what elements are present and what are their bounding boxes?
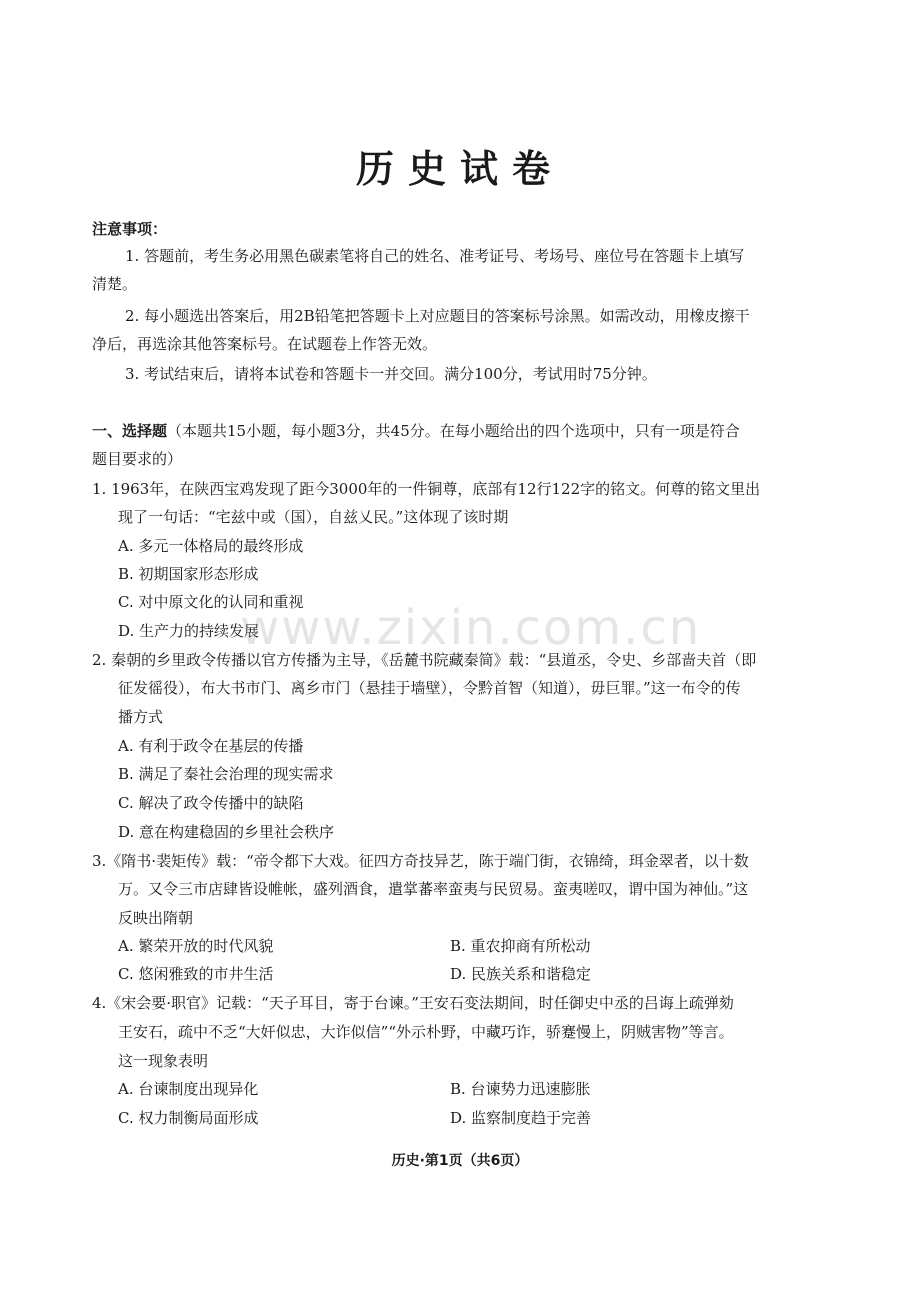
- q3-stem-2: 万。又令三市店肆皆设帷帐，盛列酒食，遣掌蕃率蛮夷与民贸易。蛮夷嗟叹，谓中国为神仙。”这: [118, 880, 749, 898]
- q1-stem-2: 现了一句话：“宅兹中或（国），自兹乂民。”这体现了该时期: [118, 508, 509, 526]
- q2-option-b: B. 满足了秦社会治理的现实需求: [118, 765, 334, 783]
- notice-line-1: 1. 答题前，考生务必用黑色碳素笔将自己的姓名、准考证号、考场号、座位号在答题卡上填写: [125, 247, 745, 265]
- q1-option-b: B. 初期国家形态形成: [118, 565, 259, 583]
- section-heading: 一、选择题: [92, 422, 168, 440]
- q2-stem-2: 征发徭役），布大书市门、离乡市门（悬挂于墙壁），令黔首智（知道），毋巨罪。”这一布令的传: [118, 679, 741, 697]
- q1-stem-1: 1. 1963年，在陕西宝鸡发现了距今3000年的一件铜尊，底部有12行122字的铭文。何尊的铭文里出: [92, 480, 761, 498]
- section-intro-line-2: 题目要求的）: [92, 450, 183, 468]
- watermark: www.zixin.com.cn: [240, 600, 702, 656]
- q4-stem-3: 这一现象表明: [118, 1052, 209, 1070]
- notice-line-2: 清楚。: [92, 275, 138, 293]
- notice-line-4: 净后，再选涂其他答案标号。在试题卷上作答无效。: [92, 335, 438, 353]
- q2-stem-1: 2. 秦朝的乡里政令传播以官方传播为主导，《岳麓书院藏秦简》载：“县道丞，令史、乡部啬夫首（即: [92, 651, 757, 669]
- q1-option-d: D. 生产力的持续发展: [118, 622, 260, 640]
- q4-option-d: D. 监察制度趋于完善: [450, 1109, 592, 1127]
- q4-stem-1: 4.《宋会要·职官》记载：“天子耳目，寄于台谏。”王安石变法期间，时任御史中丞的吕诲上疏弹劾: [92, 994, 734, 1012]
- q3-stem-3: 反映出隋朝: [118, 909, 194, 927]
- section-intro: [92, 421, 740, 441]
- notice-line-5: 3. 考试结束后，请将本试卷和答题卡一并交回。满分100分，考试用时75分钟。: [125, 365, 657, 383]
- q2-option-d: D. 意在构建稳固的乡里社会秩序: [118, 823, 335, 841]
- q2-option-a: A. 有利于政令在基层的传播: [118, 737, 304, 755]
- q3-option-b: B. 重农抑商有所松动: [450, 937, 591, 955]
- page-title: 历史试卷: [355, 147, 564, 191]
- notice-line-3: 2. 每小题选出答案后，用2B铅笔把答题卡上对应题目的答案标号涂黑。如需改动，用橡皮擦干: [125, 307, 750, 325]
- section-intro-text: （本题共15小题，每小题3分，共45分。在每小题给出的四个选项中，只有一项是符合: [167, 422, 740, 440]
- q1-option-a: A. 多元一体格局的最终形成: [118, 537, 304, 555]
- q3-option-c: C. 悠闲雅致的市井生活: [118, 965, 274, 983]
- page-footer: 历史·第1页（共6页）: [391, 1153, 529, 1169]
- q2-option-c: C. 解决了政令传播中的缺陷: [118, 794, 304, 812]
- q4-stem-2: 王安石，疏中不乏“大奸似忠，大诈似信”“外示朴野，中藏巧诈，骄蹇慢上，阴贼害物”等言。: [118, 1023, 734, 1041]
- q3-stem-1: 3.《隋书·裴矩传》载：“帝令都下大戏。征四方奇技异艺，陈于端门街，衣锦绮，珥金翠者，以十数: [92, 852, 749, 870]
- q4-option-c: C. 权力制衡局面形成: [118, 1109, 259, 1127]
- q4-option-b: B. 台谏势力迅速膨胀: [450, 1080, 591, 1098]
- notice-heading: 注意事项：: [92, 220, 168, 238]
- q1-option-c: C. 对中原文化的认同和重视: [118, 593, 304, 611]
- q2-stem-3: 播方式: [118, 708, 164, 726]
- q3-option-a: A. 繁荣开放的时代风貌: [118, 937, 274, 955]
- q3-option-d: D. 民族关系和谐稳定: [450, 965, 592, 983]
- q4-option-a: A. 台谏制度出现异化: [118, 1080, 259, 1098]
